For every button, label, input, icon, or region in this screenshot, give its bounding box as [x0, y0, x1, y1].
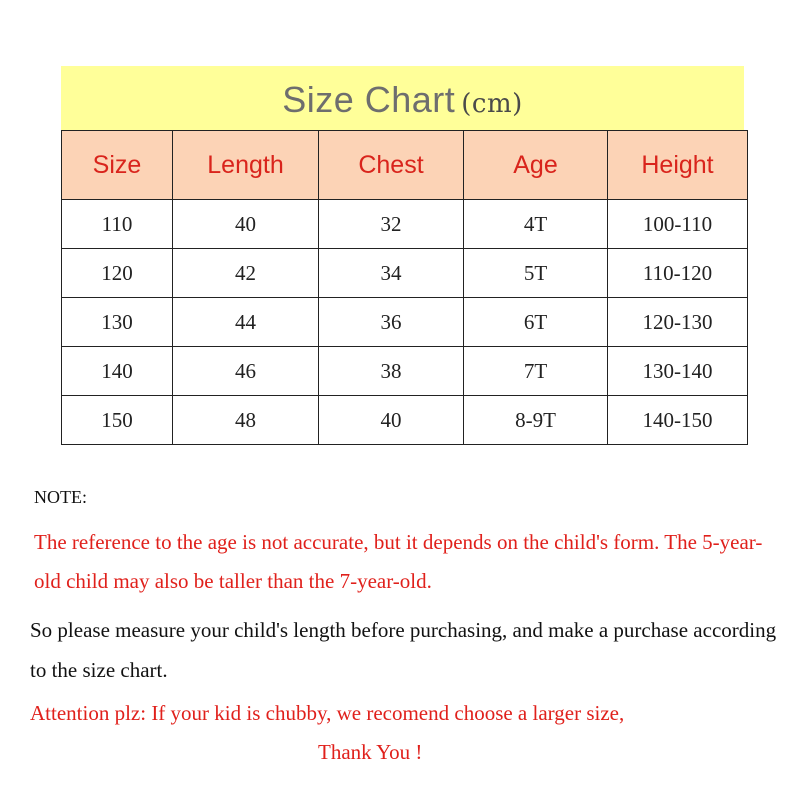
- cell-chest: 34: [319, 249, 464, 298]
- table-row: [62, 298, 748, 347]
- cell-height: 110-120: [608, 249, 748, 298]
- cell-chest: 38: [319, 347, 464, 396]
- cell-chest: 36: [319, 298, 464, 347]
- cell-age: 8-9T: [464, 396, 608, 445]
- attention-note: Attention plz: If your kid is chubby, we recomend choose a larger size,: [30, 701, 625, 725]
- column-header-length: Length: [173, 131, 319, 200]
- cell-length: 42: [173, 249, 319, 298]
- table-row: [62, 249, 748, 298]
- cell-height: 130-140: [608, 347, 748, 396]
- age-accuracy-note: The reference to the age is not accurate, but it depends on the child's form. The 5-year-old child may also be taller than the 7-year-old.: [34, 530, 763, 593]
- cell-chest: 40: [319, 396, 464, 445]
- cell-length: 44: [173, 298, 319, 347]
- table-row: [62, 347, 748, 396]
- cell-age: 5T: [464, 249, 608, 298]
- cell-size: 110: [62, 200, 173, 249]
- column-header-size: Size: [62, 131, 173, 200]
- table-row: [62, 200, 748, 249]
- cell-height: 100-110: [608, 200, 748, 249]
- cell-height: 140-150: [608, 396, 748, 445]
- cell-length: 48: [173, 396, 319, 445]
- table-header-row: [62, 131, 748, 200]
- cell-size: 130: [62, 298, 173, 347]
- cell-age: 4T: [464, 200, 608, 249]
- cell-size: 150: [62, 396, 173, 445]
- thank-you-text: Thank You !: [318, 740, 423, 764]
- column-header-chest: Chest: [319, 131, 464, 200]
- cell-length: 46: [173, 347, 319, 396]
- cell-chest: 32: [319, 200, 464, 249]
- cell-length: 40: [173, 200, 319, 249]
- cell-height: 120-130: [608, 298, 748, 347]
- column-header-height: Height: [608, 131, 748, 200]
- cell-age: 7T: [464, 347, 608, 396]
- table-row: [62, 396, 748, 445]
- page-title: [61, 79, 744, 121]
- column-header-age: Age: [464, 131, 608, 200]
- note-heading: NOTE:: [34, 487, 87, 507]
- size-chart-title-bar: [61, 66, 744, 130]
- cell-size: 120: [62, 249, 173, 298]
- measure-instruction: So please measure your child's length before purchasing, and make a purchase according to the size chart.: [30, 618, 777, 682]
- cell-size: 140: [62, 347, 173, 396]
- cell-age: 6T: [464, 298, 608, 347]
- title-main: Size Chart: [282, 79, 456, 120]
- title-unit: (cm): [461, 89, 523, 119]
- size-table: [61, 130, 748, 445]
